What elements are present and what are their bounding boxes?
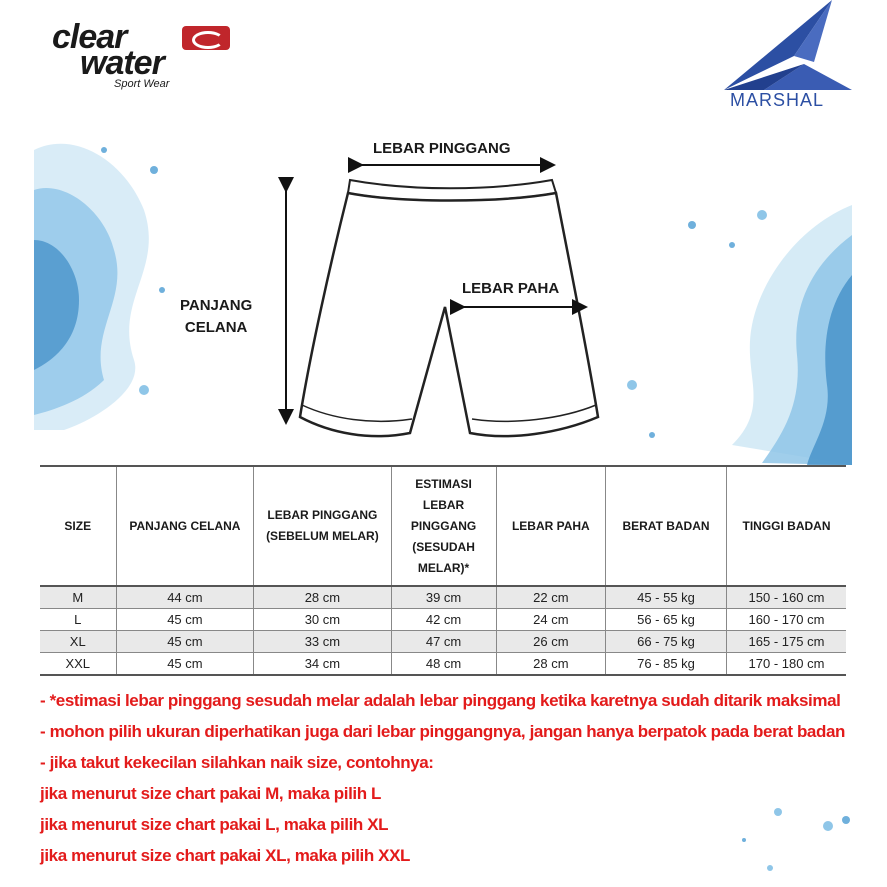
table-cell: 66 - 75 kg [606, 631, 727, 653]
table-cell: 44 cm [116, 586, 254, 609]
clearwater-badge-icon [182, 26, 230, 50]
table-cell: 76 - 85 kg [606, 653, 727, 676]
header-berat-badan: BERAT BADAN [606, 466, 727, 586]
water-splash-right-image [612, 205, 852, 465]
table-cell: 42 cm [391, 609, 496, 631]
header-estimasi-lebar-pinggang: ESTIMASI LEBAR PINGGANG (SESUDAH MELAR)* [391, 466, 496, 586]
length-label-line2: CELANA [184, 319, 248, 336]
thigh-label: LEBAR PAHA [462, 280, 560, 297]
table-cell: 33 cm [254, 631, 391, 653]
table-cell: 24 cm [496, 609, 605, 631]
table-cell: 45 - 55 kg [606, 586, 727, 609]
clearwater-logo [52, 18, 242, 94]
note-line: - mohon pilih ukuran diperhatikan juga dari lebar pinggangnya, jangan hanya berpatok pada berat badan [40, 722, 846, 741]
table-row [40, 631, 846, 653]
note-line: - jika takut kekecilan silahkan naik size, contohnya: [40, 753, 434, 772]
table-cell: 45 cm [116, 631, 254, 653]
table-cell: 28 cm [496, 653, 605, 676]
table-cell: 160 - 170 cm [726, 609, 846, 631]
note-line: - *estimasi lebar pinggang sesudah melar adalah lebar pinggang ketika karetnya sudah ditarik maksimal [40, 691, 841, 710]
table-row [40, 653, 846, 676]
note-line: jika menurut size chart pakai XL, maka pilih XXL [40, 846, 411, 865]
table-cell: 56 - 65 kg [606, 609, 727, 631]
table-cell: 170 - 180 cm [726, 653, 846, 676]
table-row [40, 586, 846, 609]
clearwater-subtitle: Sport Wear [114, 78, 170, 90]
header-panjang-celana: PANJANG CELANA [116, 466, 254, 586]
length-label-line1: PANJANG [180, 297, 253, 314]
header-size: SIZE [64, 518, 92, 533]
clearwater-logo-line1: clear [52, 18, 127, 56]
table-header-row [40, 466, 846, 586]
shorts-diagram-image [270, 155, 620, 455]
table-cell: 45 cm [116, 609, 254, 631]
table-cell: 26 cm [496, 631, 605, 653]
table-cell: 45 cm [116, 653, 254, 676]
table-cell: 47 cm [391, 631, 496, 653]
header-lebar-paha: LEBAR PAHA [496, 466, 605, 586]
clearwater-logo-line2: water [80, 44, 164, 82]
marshal-logo-text: MARSHAL [730, 90, 825, 110]
table-cell: XXL [65, 656, 91, 671]
table-cell: 34 cm [254, 653, 391, 676]
waist-label: LEBAR PINGGANG [373, 140, 511, 157]
water-splash-left-image [34, 130, 174, 430]
table-cell: 22 cm [496, 586, 605, 609]
length-label [180, 295, 252, 339]
table-cell: M [40, 586, 116, 609]
marshal-logo [724, 0, 854, 115]
table-cell: 165 - 175 cm [726, 631, 846, 653]
size-notes [40, 685, 860, 871]
table-cell: 150 - 160 cm [726, 586, 846, 609]
table-cell: L [74, 612, 82, 627]
header-tinggi-badan: TINGGI BADAN [726, 466, 846, 586]
marshal-wing-icon [724, 0, 854, 92]
size-chart-table [40, 465, 846, 676]
note-line: jika menurut size chart pakai M, maka pilih L [40, 784, 382, 803]
table-cell: XL [40, 631, 116, 653]
table-cell: 39 cm [391, 586, 496, 609]
note-line: jika menurut size chart pakai L, maka pilih XL [40, 815, 389, 834]
table-cell: 48 cm [391, 653, 496, 676]
table-cell: 30 cm [254, 609, 391, 631]
header-lebar-pinggang: LEBAR PINGGANG (SEBELUM MELAR) [254, 466, 391, 586]
table-row [40, 609, 846, 631]
table-cell: 28 cm [254, 586, 391, 609]
